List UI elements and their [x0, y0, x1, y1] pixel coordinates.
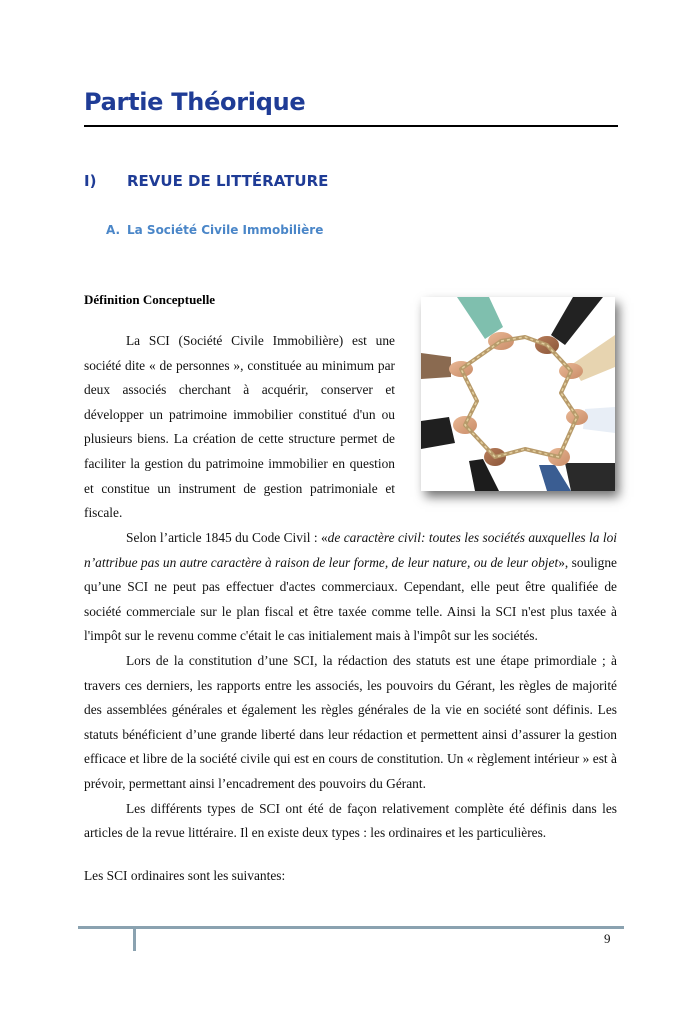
title-underline — [84, 125, 618, 127]
section-number: I) — [84, 172, 97, 190]
page-title: Partie Théorique — [84, 88, 306, 116]
definition-subheading: Définition Conceptuelle — [84, 292, 216, 307]
civil-code-lead: Selon l’article 1845 du Code Civil : « — [126, 530, 328, 545]
civil-code-paragraph — [84, 526, 617, 649]
civil-code-tail: », souligne qu’une SCI ne peut pas effectuer d'actes commerciaux. Cependant, elle peut être qualifiée de société commerciale sur le plan fiscal et être taxée comme telle. Ainsi la SCI n'est plus taxée à l'impôt sur le revenu comme c'était le cas initialement mais à l'impôt sur les sociétés. — [84, 554, 617, 644]
statuts-paragraph: Lors de la constitution d’une SCI, la rédaction des statuts est une étape primordiale ; à travers ces derniers, les rapports entre les associés, les pouvoirs du Gérant, les règles de majorité des assemblées générales et également les règles générales de la vie en société sont définis. Les statuts bénéficient d’une grande liberté dans leur rédaction et permettent ainsi d’assurer la gestion efficace et libre de la société civile qui est en cours de constitution. Un « règlement intérieur » est à prévoir, permettant ainsi l’encadrement des pouvoirs du Gérant. — [84, 652, 617, 791]
subsection-letter: A. — [106, 223, 121, 237]
intro-block — [84, 329, 395, 526]
teamwork-rope-image — [421, 297, 615, 491]
hands-rope-illustration — [421, 297, 615, 491]
section-title: REVUE DE LITTÉRATURE — [127, 172, 329, 190]
intro-paragraph: La SCI (Société Civile Immobilière) est une société dite « de personnes », constituée au minimum par deux associés cherchant à acquérir, conserver et développer un patrimoine immobilier constitué d'un ou plusieurs biens. La création de cette structure permet de faciliter la gestion du patrimoine immobilier en question et constitue un instrument de gestion patrimoniale et fiscale. — [84, 333, 395, 521]
footer-tick — [133, 929, 136, 951]
subsection-title: La Société Civile Immobilière — [127, 223, 324, 237]
ordinary-list-intro: Les SCI ordinaires sont les suivantes: — [84, 867, 286, 883]
civil-code-quote: de caractère civil: toutes les sociétés auxquelles la loi n’attribue pas un autre caractère à raison de leur forme, de leur nature, ou de leur objet — [84, 530, 617, 570]
body-text — [84, 526, 617, 888]
types-paragraph: Les différents types de SCI ont été de façon relativement complète été définis dans les articles de la revue littéraire. Il en existe deux types : les ordinaires et les particulières. — [84, 800, 617, 841]
section-heading — [84, 172, 328, 190]
page-number: 9 — [604, 931, 611, 946]
footer-rule — [78, 926, 624, 929]
subsection-heading — [106, 223, 323, 237]
